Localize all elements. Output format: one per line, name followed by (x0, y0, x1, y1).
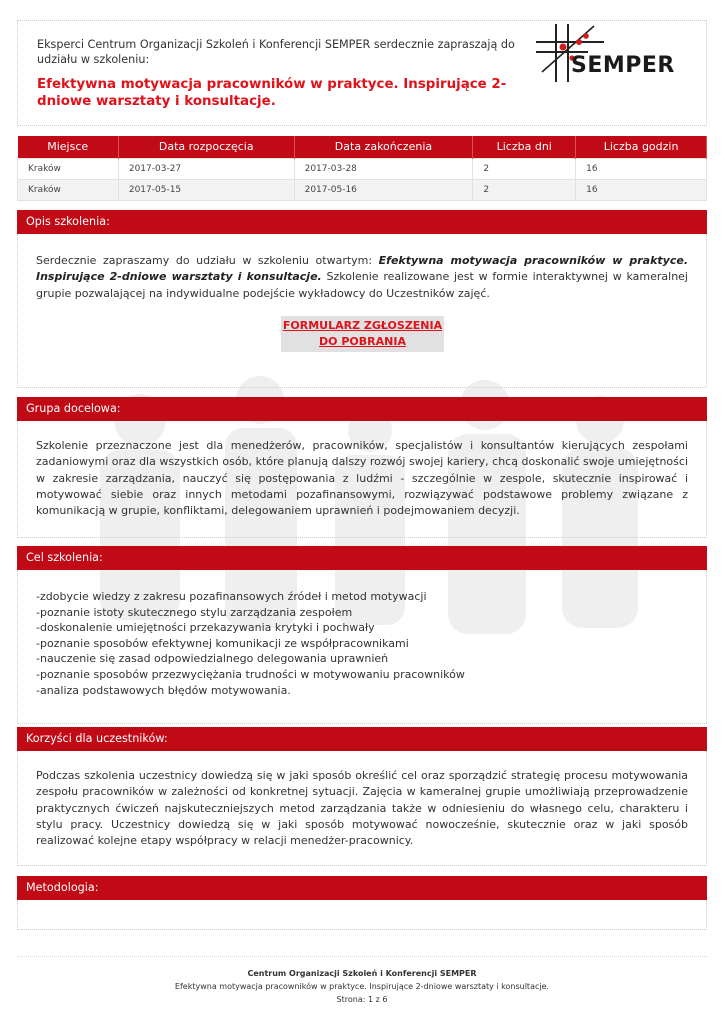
list-item: -nauczenie się zasad odpowiedzialnego delegowania uprawnień (36, 652, 389, 666)
cell-data-rozpoczecia: 2017-03-27 (118, 158, 294, 179)
training-title: Efektywna motywacja pracowników w praktyce. Inspirujące 2-dniowe warsztaty i konsultacje. (37, 77, 507, 109)
form-download-line2[interactable]: DO POBRANIA (319, 335, 406, 348)
opis-text (36, 253, 688, 302)
col-data-zakonczenia: Data zakończenia (294, 136, 473, 158)
form-download-button[interactable] (281, 316, 444, 352)
list-item: -poznanie istoty skutecznego stylu zarządzania zespołem (36, 605, 353, 619)
section-header-korzysci: Korzyści dla uczestników: (17, 727, 707, 751)
section-header-metodologia: Metodologia: (17, 876, 707, 900)
cel-list (36, 589, 465, 698)
grupa-text: Szkolenie przeznaczone jest dla menedżerów, pracowników, specjalistów i konsultantów kierujących zespołami zadaniowymi oraz dla wszystkich osób, które planują dalszy rozwój swojej kariery, chcą doskonalić swoje umiejętności w zakresie zarządzania, nauczyć się postępowania z ludźmi - szczególnie w zespole, skutecznie inspirować i motywować siebie oraz innych metodami pozafinansowymi, rozwiązywać podstawowe problemy związane z komunikacją w grupie, konfliktami, delegowaniem uprawnień i podejmowaniem decyzji. (36, 439, 688, 518)
section-header-grupa: Grupa docelowa: (17, 397, 707, 421)
list-item: -doskonalenie umiejętności przekazywania krytyki i pochwały (36, 621, 375, 635)
list-item: -poznanie sposobów efektywnej komunikacji ze współpracownikami (36, 636, 409, 650)
page-footer (17, 956, 707, 1006)
section-header-cel: Cel szkolenia: (17, 546, 707, 570)
schedule-table (17, 136, 707, 201)
footer-subtitle: Efektywna motywacja pracowników w praktyce. Inspirujące 2-dniowe warsztaty i konsultacje. (174, 982, 550, 991)
table-row (18, 179, 707, 200)
cell-liczba-godzin: 16 (576, 179, 707, 200)
cell-miejsce: Kraków (18, 158, 119, 179)
col-liczba-godzin: Liczba godzin (576, 136, 707, 158)
footer-org: Centrum Organizacji Szkoleń i Konferencji SEMPER (247, 969, 477, 978)
cell-data-rozpoczecia: 2017-05-15 (118, 179, 294, 200)
section-metodologia (17, 900, 707, 930)
col-liczba-dni: Liczba dni (473, 136, 576, 158)
opis-text-bold: Efektywna motywacja pracowników w praktyce. Inspirujące 2-dniowe warsztaty i konsultacje. (36, 254, 688, 284)
col-data-rozpoczecia: Data rozpoczęcia (118, 136, 294, 158)
header-intro: Eksperci Centrum Organizacji Szkoleń i Konferencji SEMPER serdecznie zapraszają do udziału w szkoleniu: (37, 38, 515, 66)
cell-data-zakonczenia: 2017-05-16 (294, 179, 473, 200)
list-item: -analiza podstawowych błędów motywowania. (36, 683, 291, 697)
semper-logo-text: SEMPER (571, 53, 675, 78)
list-item: -poznanie sposobów przezwyciężania trudności w motywowaniu pracowników (36, 667, 465, 681)
korzysci-text: Podczas szkolenia uczestnicy dowiedzą się w jaki sposób określić cel oraz sporządzić strategię procesu motywowania zespołu pracowników w zależności od konkretnej sytuacji. Zajęcia w kameralnej grupie umożliwiają przeprowadzenie praktycznych ćwiczeń najskuteczniejszych metod zarządzania także w odniesieniu do własnego celu, charakteru i stylu pracy. Uczestnicy dowiedzą się w jaki sposób motywować nowocześnie, skutecznie oraz w jaki sposób realizować kolejne etapy współpracy w relacji menedżer-pracownicy. (36, 769, 688, 848)
section-header-opis: Opis szkolenia: (17, 210, 707, 234)
form-download-line1[interactable]: FORMULARZ ZGŁOSZENIA (282, 319, 443, 332)
col-miejsce: Miejsce (18, 136, 119, 158)
list-item: -zdobycie wiedzy z zakresu pozafinansowych źródeł i metod motywacji (36, 590, 427, 603)
opis-text-end: Szkolenie realizowane jest w formie interaktywnej w kameralnej grupie pozwalającej na indywidualne podejście wykładowcy do Uczestników zajęć. (36, 270, 688, 300)
cell-miejsce: Kraków (18, 179, 119, 200)
cell-liczba-dni: 2 (473, 179, 576, 200)
footer-page-number: Strona: 1 z 6 (336, 995, 388, 1004)
cell-liczba-godzin: 16 (576, 158, 707, 179)
cell-liczba-dni: 2 (473, 158, 576, 179)
table-header-row (18, 136, 707, 158)
table-row (18, 158, 707, 179)
cell-data-zakonczenia: 2017-03-28 (294, 158, 473, 179)
opis-text-start: Serdecznie zapraszamy do udziału w szkoleniu otwartym: (36, 254, 379, 267)
